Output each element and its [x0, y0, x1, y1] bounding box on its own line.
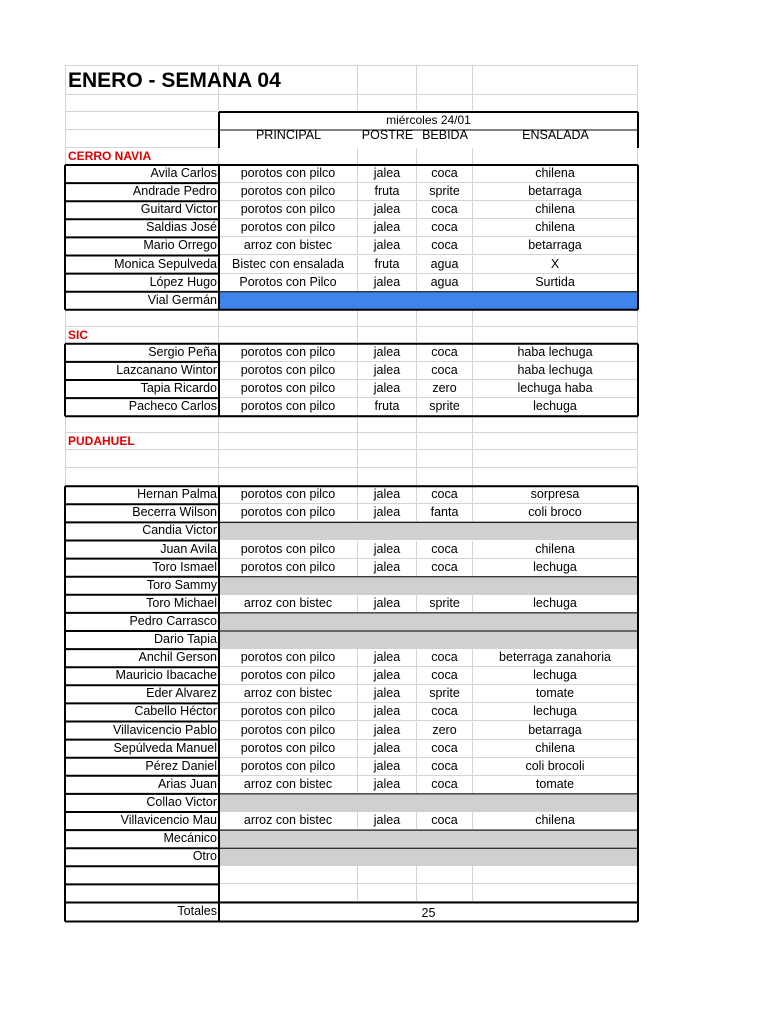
meal-cell[interactable]: porotos con pilco	[219, 740, 358, 758]
section-row-cell[interactable]	[473, 433, 638, 450]
meal-cell[interactable]: coca	[417, 776, 473, 794]
section-row-cell[interactable]	[219, 148, 358, 165]
meal-cell[interactable]	[473, 830, 638, 848]
meal-cell[interactable]: porotos con pilco	[219, 667, 358, 685]
employee-name[interactable]: Tapia Ricardo	[140, 381, 217, 395]
employee-name[interactable]: Collao Victor	[146, 794, 217, 809]
blank-row-cell[interactable]	[417, 310, 473, 327]
header-blank-cell[interactable]	[65, 130, 219, 148]
meal-cell[interactable]: coca	[417, 237, 473, 255]
blank-row-cell[interactable]	[65, 468, 219, 486]
meal-cell[interactable]	[219, 848, 358, 866]
meal-cell[interactable]: chilena	[473, 165, 638, 183]
meal-cell[interactable]	[473, 884, 638, 902]
meal-cell[interactable]: coca	[417, 165, 473, 183]
meal-cell[interactable]: porotos con pilco	[219, 504, 358, 522]
totals-value[interactable]: 25	[421, 905, 436, 920]
section-row-cell[interactable]	[358, 433, 417, 450]
meal-cell[interactable]: jalea	[358, 486, 417, 504]
employee-name[interactable]: Otro	[192, 849, 217, 864]
meal-cell[interactable]: haba lechuga	[473, 344, 638, 362]
employee-name[interactable]: Mecánico	[163, 831, 217, 846]
meal-cell[interactable]: X	[473, 256, 638, 274]
employee-name[interactable]: Vial Germán	[147, 292, 217, 307]
meal-cell[interactable]: jalea	[358, 758, 417, 776]
meal-cell[interactable]: chilena	[473, 740, 638, 758]
section-label[interactable]: PUDAHUEL	[65, 433, 219, 450]
meal-cell[interactable]: jalea	[358, 812, 417, 830]
meal-cell[interactable]: agua	[417, 256, 473, 274]
meal-cell[interactable]: coli brocoli	[473, 758, 638, 776]
section-row-cell[interactable]	[358, 148, 417, 165]
employee-name[interactable]: Mauricio Ibacache	[115, 668, 217, 683]
meal-cell[interactable]: coca	[417, 486, 473, 504]
column-header[interactable]: ENSALADA	[522, 128, 589, 142]
meal-cell[interactable]: sorpresa	[473, 486, 638, 504]
meal-cell[interactable]	[219, 884, 358, 902]
meal-cell[interactable]: porotos con pilco	[219, 219, 358, 237]
employee-name[interactable]: Sergio Peña	[148, 344, 217, 359]
section-row-cell[interactable]	[473, 148, 638, 165]
meal-cell[interactable]	[417, 848, 473, 866]
title-row-cell[interactable]	[473, 65, 638, 95]
meal-cell[interactable]: coca	[417, 201, 473, 219]
blank-row-cell[interactable]	[219, 468, 358, 486]
employee-name[interactable]: Monica Sepulveda	[114, 256, 217, 271]
meal-cell[interactable]: fanta	[417, 504, 473, 522]
meal-cell[interactable]: lechuga	[473, 667, 638, 685]
employee-name[interactable]: Lazcanano Wintor	[116, 362, 217, 377]
meal-cell[interactable]: lechuga	[473, 559, 638, 577]
totals-label[interactable]: Totales	[177, 903, 217, 918]
meal-cell[interactable]: coca	[417, 703, 473, 721]
meal-cell[interactable]: jalea	[358, 559, 417, 577]
blank-row-cell[interactable]	[65, 310, 219, 327]
column-header[interactable]: PRINCIPAL	[255, 128, 322, 142]
blank-row-cell[interactable]	[358, 416, 417, 433]
title-row-cell[interactable]	[219, 65, 358, 95]
blank-row-cell[interactable]	[417, 416, 473, 433]
meal-cell[interactable]	[219, 830, 358, 848]
meal-cell[interactable]: coca	[417, 559, 473, 577]
employee-name[interactable]: Toro Sammy	[146, 577, 217, 592]
meal-cell[interactable]	[473, 794, 638, 812]
meal-cell[interactable]: Bistec con ensalada	[219, 256, 358, 274]
meal-cell[interactable]: porotos con pilco	[219, 201, 358, 219]
meal-cell[interactable]: jalea	[358, 165, 417, 183]
meal-cell[interactable]: arroz con bistec	[219, 685, 358, 703]
meal-cell[interactable]: lechuga haba	[473, 380, 638, 398]
meal-cell[interactable]: jalea	[358, 541, 417, 559]
header-blank-cell[interactable]	[65, 112, 219, 130]
meal-cell[interactable]: chilena	[473, 219, 638, 237]
meal-cell[interactable]	[473, 292, 638, 310]
employee-name[interactable]: Toro Michael	[146, 595, 217, 610]
employee-name[interactable]: Toro Ismael	[152, 559, 217, 574]
employee-name[interactable]: Andrade Pedro	[132, 184, 217, 199]
meal-cell[interactable]: jalea	[358, 504, 417, 522]
employee-name[interactable]: Dario Tapia	[153, 632, 217, 646]
employee-name[interactable]: López Hugo	[149, 274, 217, 289]
blank-row-cell[interactable]	[65, 416, 219, 433]
meal-cell[interactable]	[473, 631, 638, 649]
meal-cell[interactable]	[358, 884, 417, 902]
meal-cell[interactable]: tomate	[473, 776, 638, 794]
meal-cell[interactable]: lechuga	[473, 703, 638, 721]
section-row-cell[interactable]	[473, 327, 638, 344]
meal-cell[interactable]	[417, 794, 473, 812]
blank-row-cell[interactable]	[473, 450, 638, 468]
meal-cell[interactable]: betarraga	[473, 722, 638, 740]
meal-cell[interactable]	[219, 613, 358, 631]
meal-cell[interactable]	[358, 631, 417, 649]
meal-cell[interactable]	[473, 866, 638, 884]
employee-name[interactable]: Pedro Carrasco	[129, 613, 217, 628]
meal-cell[interactable]	[358, 794, 417, 812]
meal-cell[interactable]: haba lechuga	[473, 362, 638, 380]
meal-cell[interactable]: porotos con pilco	[219, 541, 358, 559]
employee-name[interactable]: Mario Orrego	[143, 238, 217, 253]
meal-cell[interactable]: chilena	[473, 541, 638, 559]
blank-row-cell[interactable]	[65, 95, 219, 112]
meal-cell[interactable]: arroz con bistec	[219, 776, 358, 794]
meal-cell[interactable]	[473, 848, 638, 866]
meal-cell[interactable]: sprite	[417, 183, 473, 201]
meal-cell[interactable]: porotos con pilco	[219, 344, 358, 362]
section-label[interactable]: CERRO NAVIA	[65, 148, 219, 165]
meal-cell[interactable]: agua	[417, 274, 473, 292]
meal-cell[interactable]: jalea	[358, 722, 417, 740]
meal-cell[interactable]	[473, 522, 638, 540]
meal-cell[interactable]	[219, 522, 358, 540]
employee-name[interactable]: Hernan Palma	[137, 487, 217, 502]
employee-name[interactable]: Avila Carlos	[150, 166, 217, 180]
meal-cell[interactable]: porotos con pilco	[219, 362, 358, 380]
employee-name[interactable]: Arias Juan	[157, 776, 217, 791]
meal-cell[interactable]: tomate	[473, 685, 638, 703]
employee-name[interactable]: Guitard Victor	[140, 202, 217, 217]
meal-cell[interactable]: lechuga	[473, 398, 638, 416]
meal-cell[interactable]	[358, 577, 417, 595]
blank-row-cell[interactable]	[358, 468, 417, 486]
blank-row-cell[interactable]	[417, 95, 473, 112]
meal-cell[interactable]: chilena	[473, 201, 638, 219]
meal-cell[interactable]: jalea	[358, 776, 417, 794]
meal-cell[interactable]	[358, 866, 417, 884]
employee-name[interactable]: Eder Alvarez	[146, 686, 217, 701]
employee-name[interactable]: Villavicencio Pablo	[113, 722, 217, 737]
employee-name[interactable]: Becerra Wilson	[132, 505, 217, 520]
section-row-cell[interactable]	[417, 433, 473, 450]
meal-cell[interactable]: Surtida	[473, 274, 638, 292]
blank-row-cell[interactable]	[219, 416, 358, 433]
employee-name[interactable]: Saldias José	[146, 220, 217, 235]
meal-cell[interactable]	[417, 631, 473, 649]
meal-cell[interactable]	[417, 866, 473, 884]
meal-cell[interactable]	[219, 794, 358, 812]
employee-name[interactable]: Anchil Gerson	[138, 650, 217, 665]
meal-cell[interactable]	[417, 830, 473, 848]
blank-row-cell[interactable]	[219, 310, 358, 327]
section-row-cell[interactable]	[417, 148, 473, 165]
meal-cell[interactable]: porotos con pilco	[219, 703, 358, 721]
employee-name[interactable]	[65, 866, 219, 884]
meal-cell[interactable]: arroz con bistec	[219, 595, 358, 613]
meal-cell[interactable]: fruta	[358, 398, 417, 416]
meal-cell[interactable]: fruta	[358, 256, 417, 274]
meal-cell[interactable]	[219, 631, 358, 649]
meal-cell[interactable]: sprite	[417, 398, 473, 416]
meal-cell[interactable]: jalea	[358, 703, 417, 721]
meal-cell[interactable]: porotos con pilco	[219, 649, 358, 667]
blank-row-cell[interactable]	[473, 310, 638, 327]
meal-cell[interactable]	[358, 848, 417, 866]
blank-row-cell[interactable]	[358, 95, 417, 112]
meal-cell[interactable]: jalea	[358, 740, 417, 758]
blank-row-cell[interactable]	[358, 450, 417, 468]
blank-row-cell[interactable]	[417, 468, 473, 486]
meal-cell[interactable]: betarraga	[473, 237, 638, 255]
blank-row-cell[interactable]	[417, 450, 473, 468]
meal-cell[interactable]	[417, 292, 473, 310]
blank-row-cell[interactable]	[65, 450, 219, 468]
meal-cell[interactable]: zero	[417, 380, 473, 398]
meal-cell[interactable]	[358, 830, 417, 848]
meal-cell[interactable]: porotos con pilco	[219, 486, 358, 504]
meal-cell[interactable]	[219, 577, 358, 595]
meal-cell[interactable]	[473, 613, 638, 631]
meal-cell[interactable]: porotos con pilco	[219, 722, 358, 740]
meal-cell[interactable]	[358, 292, 417, 310]
meal-cell[interactable]: jalea	[358, 595, 417, 613]
meal-cell[interactable]: jalea	[358, 380, 417, 398]
section-row-cell[interactable]	[219, 433, 358, 450]
meal-cell[interactable]: jalea	[358, 649, 417, 667]
meal-cell[interactable]: coli broco	[473, 504, 638, 522]
meal-cell[interactable]: lechuga	[473, 595, 638, 613]
meal-cell[interactable]: coca	[417, 362, 473, 380]
section-row-cell[interactable]	[417, 327, 473, 344]
section-label[interactable]: SIC	[65, 327, 219, 344]
meal-cell[interactable]: coca	[417, 649, 473, 667]
meal-cell[interactable]	[417, 884, 473, 902]
meal-cell[interactable]: porotos con pilco	[219, 398, 358, 416]
employee-name[interactable]: Juan Avila	[160, 541, 217, 556]
section-row-cell[interactable]	[219, 327, 358, 344]
employee-name[interactable]: Sepúlveda Manuel	[113, 740, 217, 755]
meal-cell[interactable]	[358, 522, 417, 540]
meal-cell[interactable]: sprite	[417, 685, 473, 703]
meal-cell[interactable]: arroz con bistec	[219, 237, 358, 255]
column-header[interactable]: POSTRE	[361, 128, 414, 142]
meal-cell[interactable]: coca	[417, 758, 473, 776]
meal-cell[interactable]: beterraga zanahoria	[473, 649, 638, 667]
meal-cell[interactable]: coca	[417, 667, 473, 685]
meal-cell[interactable]: arroz con bistec	[219, 812, 358, 830]
meal-cell[interactable]: jalea	[358, 667, 417, 685]
meal-cell[interactable]	[417, 577, 473, 595]
blank-row-cell[interactable]	[473, 468, 638, 486]
meal-cell[interactable]: jalea	[358, 274, 417, 292]
meal-cell[interactable]	[473, 577, 638, 595]
meal-cell[interactable]: betarraga	[473, 183, 638, 201]
meal-cell[interactable]: jalea	[358, 362, 417, 380]
meal-cell[interactable]: Porotos con Pilco	[219, 274, 358, 292]
meal-cell[interactable]: coca	[417, 541, 473, 559]
meal-cell[interactable]: jalea	[358, 237, 417, 255]
meal-cell[interactable]: porotos con pilco	[219, 165, 358, 183]
meal-cell[interactable]: jalea	[358, 219, 417, 237]
meal-cell[interactable]: jalea	[358, 201, 417, 219]
employee-name[interactable]: Villavicencio Mau	[120, 813, 217, 827]
blank-row-cell[interactable]	[473, 95, 638, 112]
meal-cell[interactable]: coca	[417, 812, 473, 830]
blank-row-cell[interactable]	[358, 310, 417, 327]
page-title[interactable]: ENERO - SEMANA 04	[65, 65, 219, 95]
blank-row-cell[interactable]	[473, 416, 638, 433]
employee-name[interactable]: Pérez Daniel	[145, 758, 217, 773]
meal-cell[interactable]: chilena	[473, 812, 638, 830]
meal-cell[interactable]	[219, 292, 358, 310]
meal-cell[interactable]: porotos con pilco	[219, 758, 358, 776]
employee-name[interactable]: Candia Victor	[142, 523, 217, 538]
meal-cell[interactable]: sprite	[417, 595, 473, 613]
employee-name[interactable]: Pacheco Carlos	[128, 399, 217, 414]
blank-row-cell[interactable]	[219, 95, 358, 112]
meal-cell[interactable]: porotos con pilco	[219, 559, 358, 577]
meal-cell[interactable]: porotos con pilco	[219, 183, 358, 201]
meal-cell[interactable]: porotos con pilco	[219, 380, 358, 398]
employee-name[interactable]: Cabello Héctor	[134, 704, 217, 719]
meal-cell[interactable]: jalea	[358, 685, 417, 703]
title-row-cell[interactable]	[417, 65, 473, 95]
meal-cell[interactable]: fruta	[358, 183, 417, 201]
title-row-cell[interactable]	[358, 65, 417, 95]
meal-cell[interactable]: coca	[417, 344, 473, 362]
date-header[interactable]: miércoles 24/01	[386, 113, 471, 127]
meal-cell[interactable]: jalea	[358, 344, 417, 362]
employee-name[interactable]	[65, 884, 219, 902]
meal-cell[interactable]	[417, 613, 473, 631]
meal-cell[interactable]: coca	[417, 219, 473, 237]
section-row-cell[interactable]	[358, 327, 417, 344]
column-header[interactable]: BEBIDA	[422, 128, 468, 142]
meal-cell[interactable]: zero	[417, 722, 473, 740]
meal-cell[interactable]: coca	[417, 740, 473, 758]
blank-row-cell[interactable]	[219, 450, 358, 468]
meal-cell[interactable]	[417, 522, 473, 540]
meal-cell[interactable]	[358, 613, 417, 631]
meal-cell[interactable]	[219, 866, 358, 884]
